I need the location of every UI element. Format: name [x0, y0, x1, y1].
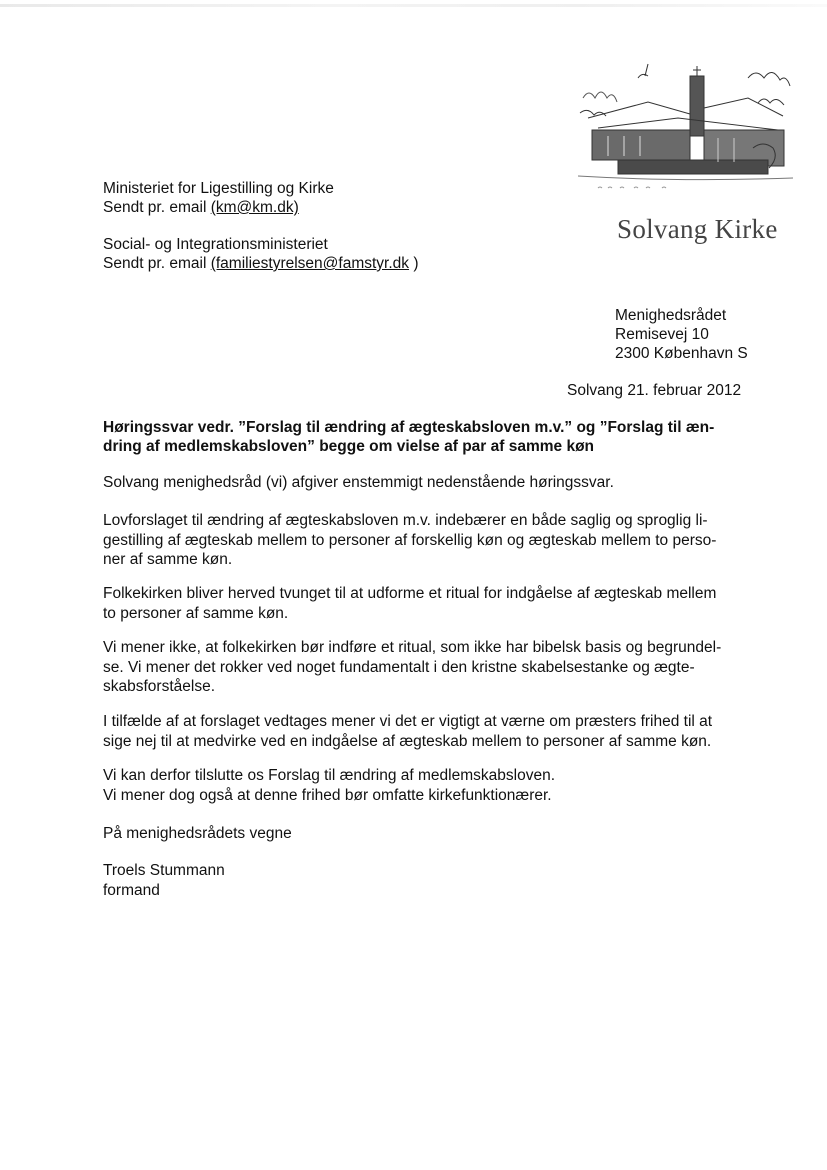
paragraph-line: I tilfælde af at forslaget vedtages mener vi det er vigtigt at værne om præsters frihed til at: [103, 713, 713, 730]
paragraph-line: Solvang menighedsråd (vi) afgiver enstemmigt nedenstående høringssvar.: [103, 474, 614, 491]
recipient-2-sent-suffix: ): [409, 255, 419, 272]
recipient-2-email-link[interactable]: (familiestyrelsen@famstyr.dk: [210, 255, 410, 272]
recipient-2-name: Social- og Integrationsministeriet: [103, 236, 328, 253]
paragraph-line: skabsforståelse.: [103, 678, 215, 695]
paragraph-line: ner af samme køn.: [103, 551, 233, 568]
sender-line-2: Remisevej 10: [615, 326, 709, 343]
subject-line-1: Høringssvar vedr. ”Forslag til ændring af ægteskabsloven m.v.” og ”Forslag til æn-: [103, 419, 715, 436]
paragraph-6: [103, 766, 555, 805]
recipient-2-sent-line: [103, 254, 419, 273]
paragraph-line: sige nej til at medvirke ved en indgåelse af ægteskab mellem to personer af samme køn.: [103, 732, 712, 750]
paragraph-line: se. Vi mener det rokker ved noget fundamentalt i den kristne skabelsestanke og ægte-: [103, 658, 695, 676]
signatory-name: Troels Stummann: [103, 862, 225, 879]
subject-line-2: dring af medlemskabsloven” begge om vielse af par af samme køn: [103, 438, 595, 455]
paragraph-line: Folkekirken bliver herved tvunget til at udforme et ritual for indgåelse af ægteskab mellem: [103, 585, 717, 602]
recipient-1-email-link[interactable]: (km@km.dk): [210, 199, 299, 216]
paragraph-line: Lovforslaget til ændring af ægteskabsloven m.v. indebærer en både saglig og sproglig li-: [103, 512, 708, 529]
letter-date: Solvang 21. februar 2012: [567, 382, 742, 399]
church-name: Solvang Kirke: [617, 214, 778, 244]
church-sketch-logo: [578, 58, 793, 198]
sender-line-1: Menighedsrådet: [615, 307, 727, 324]
scan-edge: [0, 4, 827, 7]
closing: [103, 824, 292, 844]
signatory-title: formand: [103, 881, 160, 899]
signature: [103, 861, 225, 900]
paragraph-line: to personer af samme køn.: [103, 604, 289, 622]
paragraph-line: gestilling af ægteskab mellem to personer af forskellig køn og ægteskab mellem to perso-: [103, 531, 717, 549]
recipient-2-sent-prefix: Sendt pr. email: [103, 255, 211, 272]
recipient-1-sent-prefix: Sendt pr. email: [103, 199, 211, 216]
paragraph-3: [103, 584, 716, 623]
recipient-1-sent-line: [103, 198, 299, 217]
paragraph-2: [103, 511, 716, 570]
paragraph-line: Vi mener ikke, at folkekirken bør indføre et ritual, som ikke har bibelsk basis og begrundel-: [103, 639, 722, 656]
recipient-1-name: Ministeriet for Ligestilling og Kirke: [103, 180, 334, 197]
paragraph-line: Vi mener dog også at denne frihed bør omfatte kirkefunktionærer.: [103, 786, 552, 804]
paragraph-4: [103, 638, 721, 697]
paragraph-5: [103, 712, 712, 751]
paragraph-line: På menighedsrådets vegne: [103, 825, 292, 842]
sender-line-3: 2300 København S: [615, 345, 748, 362]
paragraph-1: [103, 473, 614, 493]
paragraph-line: Vi kan derfor tilslutte os Forslag til ændring af medlemskabsloven.: [103, 767, 556, 784]
